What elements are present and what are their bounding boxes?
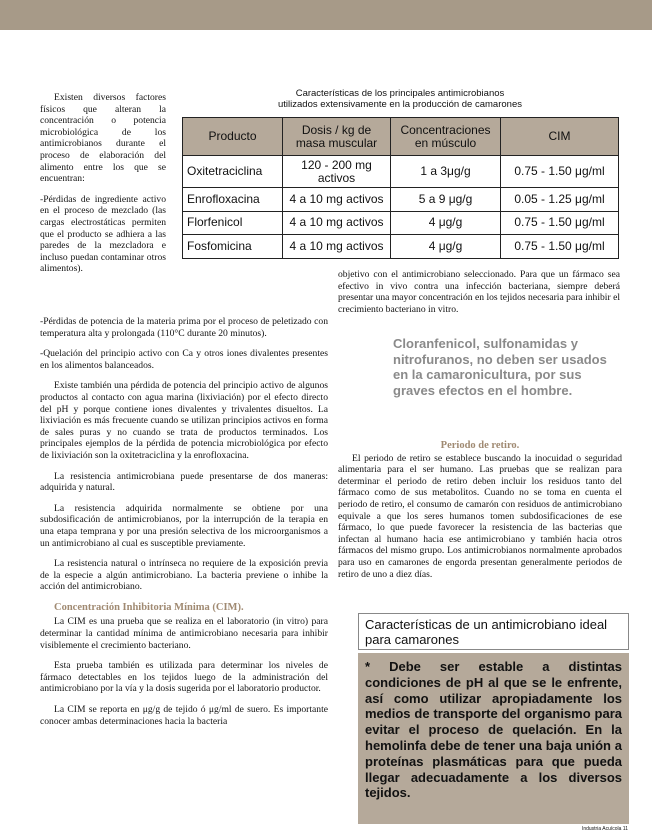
cell-cim: 0.75 - 1.50 μg/ml bbox=[501, 156, 619, 188]
acquired-resistance-paragraph: La resistencia adquirida normalmente se obtiene por una subdosificación de antimicrobianos, por la interrupción de la terapia en una etapa temprana y por una presión selectiva de los microorganismos a un antimicrobiano al cual es susceptible previamente. bbox=[40, 502, 328, 549]
cell-cim: 0.05 - 1.25 μg/ml bbox=[501, 188, 619, 212]
cim-report-paragraph: La CIM se reporta en μg/g de tejido ó μg/ml de suero. Es importante conocer ambas determinaciones hacia la bacteria bbox=[40, 704, 328, 727]
natural-resistance-paragraph: La resistencia natural o intrínseca no requiere de la exposición previa de la especie a algún antimicrobiano. La bacteria previene o inhibe la acción del antimicrobiano. bbox=[40, 558, 328, 593]
cell-concentracion: 4 μg/g bbox=[391, 235, 501, 259]
cell-dosis: 4 a 10 mg activos bbox=[283, 211, 391, 235]
pelletizing-paragraph: -Pérdidas de potencia de la materia prima por el proceso de peletizado con temperatura alta y prolongada (110°C durante 20 minutos). bbox=[40, 316, 328, 339]
header-dosis: Dosis / kg de masa muscular bbox=[283, 118, 391, 156]
table-header-row bbox=[183, 118, 619, 156]
right-top-text bbox=[338, 269, 620, 324]
ideal-box-title: Características de un antimicrobiano ideal para camarones bbox=[358, 613, 629, 650]
retiro-paragraph: El periodo de retiro se establece buscando la inocuidad o seguridad alimentaria para el ser humano. Las pruebas que se realizan para determinar el periodo de retiro deben incluir los residuos tanto del fármaco como de sus metabolitos. Cuando no se toma en cuenta el periodo de retiro, el consumo de camarón con residuos de antimicrobiano equivale a que los seres humanos tomen subdosificaciones de ese fármaco, lo que puede favorecer la resistencia de las bacterias que infectan al humano hacia ese antimicrobiano y también hacia otros fármacos del mismo grupo. Los antimicrobianos normalmente aprobados para uso en camarones de engorda presentan generalmente periodos de retiro de uno a diez días. bbox=[338, 452, 622, 580]
intro-paragraph: Existen diversos factores físicos que alteran la concentración o potencia microbiológica de los antimicrobianos durante el proceso de elaboración del alimento entre los que se encuentran: bbox=[40, 92, 166, 185]
cim-definition-paragraph: La CIM es una prueba que se realiza en el laboratorio (in vitro) para determinar la cantidad mínima de antimicrobiano necesaria para inhibir visiblemente el crecimiento bacteriano. bbox=[40, 616, 328, 651]
chelation-paragraph: -Quelación del principio activo con Ca y otros iones divalentes presentes en los alimentos balanceados. bbox=[40, 348, 328, 371]
cell-producto: Enrofloxacina bbox=[183, 188, 283, 212]
pull-quote: Cloranfenicol, sulfonamidas y nitrofuranos, no deben ser usados en la camaronicultura, por sus graves efectos en el hombre. bbox=[393, 336, 607, 398]
antimicrobials-table bbox=[182, 117, 619, 259]
header-concentraciones: Concentraciones en músculo bbox=[391, 118, 501, 156]
leaching-paragraph: Existe también una pérdida de potencia del principio activo de algunos productos al contacto con agua marina (lixiviación) por el efecto directo del pH y porque contiene iones divalentes y trivalentes disueltos. La lixiviación es más frecuente cuando se utilizan principios activos en forma de sales puras y no cuando se trata de productos terminados. Los principales ejemplos de la pérdida de potencia microbiológica por efecto de lixiviación son la oxitetraciclina y la enrofloxacina. bbox=[40, 380, 328, 461]
cell-concentracion: 5 a 9 μg/g bbox=[391, 188, 501, 212]
ideal-box-body: * Debe ser estable a distintas condiciones de pH al que se le enfrente, así como utilizar apropiadamente los medios de transporte del organismo para evitar el proceso de quelación. En la hemolinfa debe de tener una baja unión a proteínas plasmáticas para que pueda llegar adecuadamente a los diversos tejidos. bbox=[358, 653, 629, 824]
cell-cim: 0.75 - 1.50 μg/ml bbox=[501, 211, 619, 235]
retiro-heading: Periodo de retiro. bbox=[440, 440, 520, 451]
cim-usage-paragraph: Esta prueba también es utilizada para determinar los niveles de fármaco detectables en los tejidos luego de la administración del antimicrobiano por la vía y la dosis sugerida por el laboratorio productor. bbox=[40, 660, 328, 695]
in-vivo-paragraph: objetivo con el antimicrobiano seleccionado. Para que un fármaco sea efectivo in vivo contra una infección bacteriana, siempre deberá presentar una mayor concentración en los tejidos necesaria para inhibir el crecimiento bacteriano in vitro. bbox=[338, 269, 620, 315]
cell-producto: Florfenicol bbox=[183, 211, 283, 235]
mixing-loss-paragraph: -Pérdidas de ingrediente activo en el proceso de mezclado (las cargas electrostáticas permiten que el producto se adhiera a las paredes de la mezcladora e incluso puedan contaminar otros alimentos). bbox=[40, 193, 166, 275]
cell-producto: Oxitetraciclina bbox=[183, 156, 283, 188]
table-caption: Características de los principales antimicrobianos utilizados extensivamente en la producción de camarones bbox=[278, 88, 522, 110]
right-main-column bbox=[338, 440, 622, 589]
resistance-paragraph: La resistencia antimicrobiana puede presentarse de dos maneras: adquirida y natural. bbox=[40, 470, 328, 494]
table-row bbox=[183, 188, 619, 212]
header-producto: Producto bbox=[183, 118, 283, 156]
cell-dosis: 4 a 10 mg activos bbox=[283, 188, 391, 212]
left-top-column bbox=[40, 92, 166, 284]
table-row bbox=[183, 211, 619, 235]
header-cim: CIM bbox=[501, 118, 619, 156]
left-main-column bbox=[40, 316, 328, 736]
table-row bbox=[183, 235, 619, 259]
cell-dosis: 4 a 10 mg activos bbox=[283, 235, 391, 259]
cell-concentracion: 1 a 3μg/g bbox=[391, 156, 501, 188]
cell-producto: Fosfomicina bbox=[183, 235, 283, 259]
page-footer: Industria Acuícola 11 bbox=[581, 826, 628, 832]
cell-concentracion: 4 μg/g bbox=[391, 211, 501, 235]
cim-heading: Concentración Inhibitoria Mínima (CIM). bbox=[54, 601, 244, 613]
cell-dosis: 120 - 200 mg activos bbox=[283, 156, 391, 188]
top-banner bbox=[0, 0, 652, 30]
table-row bbox=[183, 156, 619, 188]
cell-cim: 0.75 - 1.50 μg/ml bbox=[501, 235, 619, 259]
